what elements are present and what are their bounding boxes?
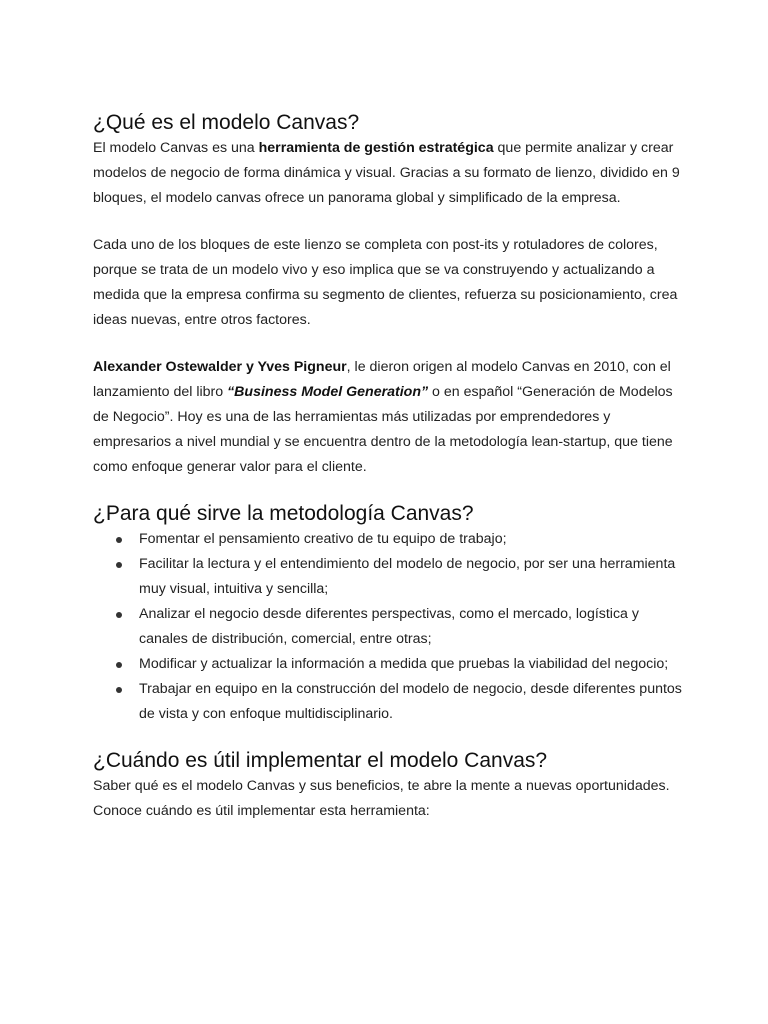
text-span: El modelo Canvas es una	[93, 140, 259, 156]
book-title: “Business Model Generation”	[227, 384, 429, 400]
list-item	[93, 602, 683, 652]
bold-authors: Alexander Ostewalder y Yves Pigneur	[93, 359, 347, 375]
list-item	[93, 652, 683, 677]
bullet-icon	[116, 537, 122, 543]
paragraph-origen	[93, 355, 683, 480]
bullet-icon	[116, 687, 122, 693]
paragraph-cuando: Saber qué es el modelo Canvas y sus beneficios, te abre la mente a nuevas oportunidades. Conoce cuándo es útil implementar esta herramienta:	[93, 778, 670, 819]
bullet-list	[93, 527, 683, 727]
bullet-icon	[116, 662, 122, 668]
heading-cuando-es-util: ¿Cuándo es útil implementar el modelo Canvas?	[93, 749, 548, 772]
list-item-text: Analizar el negocio desde diferentes perspectivas, como el mercado, logística y canales de distribución, comercial, entre otras;	[139, 606, 639, 647]
list-item-text: Fomentar el pensamiento creativo de tu equipo de trabajo;	[139, 531, 507, 547]
text-span: o en español “Generación de Modelos de Negocio”. Hoy es una de las herramientas más utilizadas por emprendedores y empresarios a nivel mundial y se encuentra dentro de la metodología lean-startup, que tiene como enfoque generar valor para el cliente.	[93, 384, 673, 475]
bullet-icon	[116, 612, 122, 618]
heading-que-es-canvas: ¿Qué es el modelo Canvas?	[93, 111, 360, 134]
text-span: , le dieron origen al modelo Canvas en 2010, con el lanzamiento del libro	[93, 359, 671, 400]
document-page	[93, 110, 683, 824]
paragraph-bloques: Cada uno de los bloques de este lienzo se completa con post-its y rotuladores de colores, porque se trata de un modelo vivo y eso implica que se va construyendo y actualizando a medida que la empresa confirma su segmento de clientes, refuerza su posicionamiento, crea ideas nuevas, entre otros factores.	[93, 237, 678, 328]
paragraph-definicion	[93, 136, 683, 211]
bullet-icon	[116, 562, 122, 568]
heading-para-que-sirve: ¿Para qué sirve la metodología Canvas?	[93, 502, 474, 525]
list-item	[93, 677, 683, 727]
list-item	[93, 527, 683, 552]
bold-text: herramienta de gestión estratégica	[258, 140, 494, 156]
list-item-text: Trabajar en equipo en la construcción del modelo de negocio, desde diferentes puntos de vista y con enfoque multidisciplinario.	[139, 681, 682, 722]
text-span: que permite analizar y crear modelos de negocio de forma dinámica y visual. Gracias a su formato de lienzo, dividido en 9 bloques, el modelo canvas ofrece un panorama global y simplificado de la empresa.	[93, 140, 680, 206]
list-item	[93, 552, 683, 602]
list-item-text: Modificar y actualizar la información a medida que pruebas la viabilidad del negocio;	[139, 656, 669, 672]
list-item-text: Facilitar la lectura y el entendimiento del modelo de negocio, por ser una herramienta muy visual, intuitiva y sencilla;	[139, 556, 676, 597]
